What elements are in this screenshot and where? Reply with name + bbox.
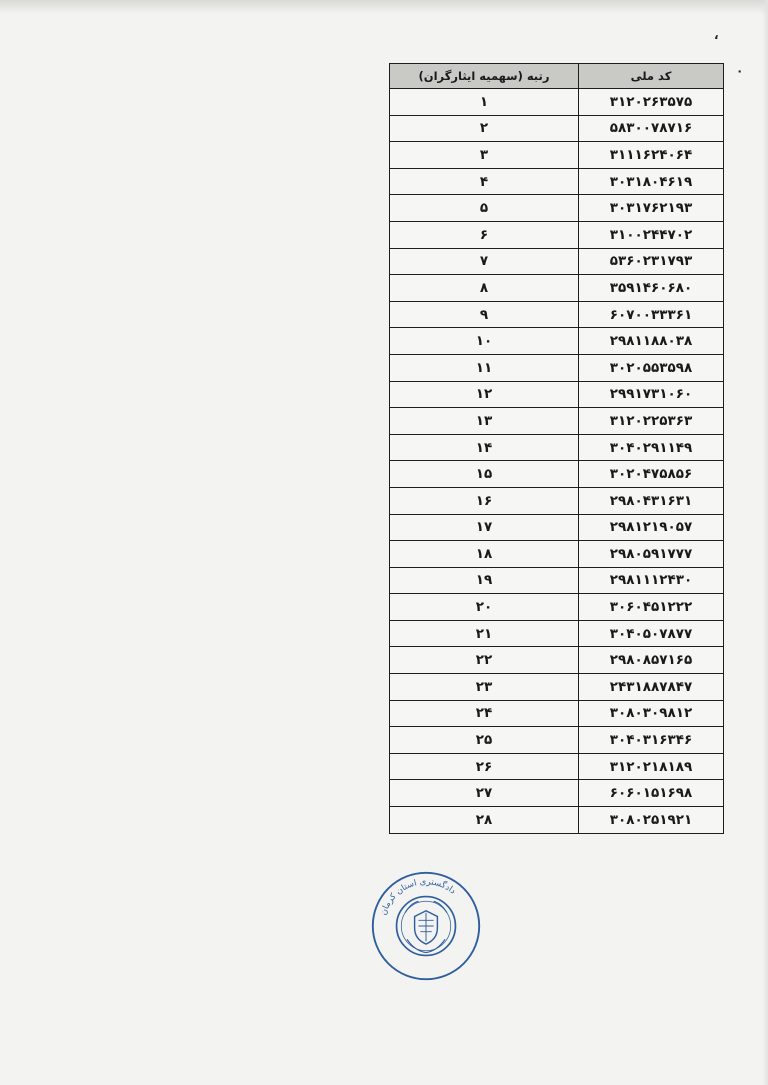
rank-table bbox=[389, 63, 724, 834]
table-row bbox=[390, 487, 724, 514]
rank-cell: ۷ bbox=[390, 248, 579, 275]
table-row bbox=[390, 780, 724, 807]
national-code-cell: ۳۰۴۰۲۹۱۱۴۹ bbox=[579, 434, 724, 461]
national-code-cell: ۳۰۸۰۲۵۱۹۲۱ bbox=[579, 807, 724, 834]
table-row bbox=[390, 727, 724, 754]
national-code-cell: ۳۰۸۰۳۰۹۸۱۲ bbox=[579, 700, 724, 727]
rank-cell: ۱۳ bbox=[390, 408, 579, 435]
national-code-cell: ۳۰۳۱۷۶۲۱۹۳ bbox=[579, 195, 724, 222]
seal-text: دادگستری استان کرمان bbox=[378, 877, 458, 917]
scan-mark: ٠ bbox=[736, 64, 744, 78]
national-code-cell: ۲۹۸۰۴۳۱۶۳۱ bbox=[579, 487, 724, 514]
rank-cell: ۵ bbox=[390, 195, 579, 222]
national-code-cell: ۳۵۹۱۴۶۰۶۸۰ bbox=[579, 275, 724, 302]
table-row bbox=[390, 408, 724, 435]
table-row bbox=[390, 567, 724, 594]
national-code-cell: ۲۹۹۱۷۳۱۰۶۰ bbox=[579, 381, 724, 408]
rank-cell: ۲ bbox=[390, 115, 579, 142]
table-row bbox=[390, 248, 724, 275]
rank-cell: ۱۸ bbox=[390, 541, 579, 568]
table-row bbox=[390, 115, 724, 142]
national-code-cell: ۲۴۳۱۸۸۷۸۴۷ bbox=[579, 674, 724, 701]
table-row bbox=[390, 142, 724, 169]
rank-cell: ۲۸ bbox=[390, 807, 579, 834]
national-code-cell: ۲۹۸۱۲۱۹۰۵۷ bbox=[579, 514, 724, 541]
rank-cell: ۱۶ bbox=[390, 487, 579, 514]
national-code-cell: ۵۳۶۰۲۳۱۷۹۳ bbox=[579, 248, 724, 275]
rank-cell: ۲۰ bbox=[390, 594, 579, 621]
scan-right-edge bbox=[762, 0, 768, 1085]
table-row bbox=[390, 753, 724, 780]
rank-cell: ۹ bbox=[390, 301, 579, 328]
national-code-cell: ۳۰۴۰۳۱۶۳۴۶ bbox=[579, 727, 724, 754]
rank-cell: ۱۹ bbox=[390, 567, 579, 594]
rank-cell: ۲۴ bbox=[390, 700, 579, 727]
national-code-cell: ۲۹۸۰۵۹۱۷۷۷ bbox=[579, 541, 724, 568]
table-row bbox=[390, 807, 724, 834]
national-code-cell: ۳۰۶۰۴۵۱۲۲۲ bbox=[579, 594, 724, 621]
table-row bbox=[390, 700, 724, 727]
table-row bbox=[390, 195, 724, 222]
national-code-cell: ۶۰۶۰۱۵۱۶۹۸ bbox=[579, 780, 724, 807]
rank-cell: ۲۵ bbox=[390, 727, 579, 754]
table-row bbox=[390, 301, 724, 328]
scan-top-shadow bbox=[0, 0, 768, 14]
rank-header: رتبه (سهمیه ایثارگران) bbox=[390, 64, 579, 89]
rank-cell: ۸ bbox=[390, 275, 579, 302]
table-row bbox=[390, 381, 724, 408]
table-row bbox=[390, 221, 724, 248]
rank-cell: ۱۴ bbox=[390, 434, 579, 461]
table-header-row bbox=[390, 64, 724, 89]
rank-cell: ۲۱ bbox=[390, 620, 579, 647]
table-row bbox=[390, 328, 724, 355]
table-row bbox=[390, 647, 724, 674]
rank-cell: ۱۰ bbox=[390, 328, 579, 355]
national-code-cell: ۳۱۲۰۲۶۳۵۷۵ bbox=[579, 89, 724, 116]
rank-cell: ۱۱ bbox=[390, 354, 579, 381]
national-code-cell: ۲۹۸۱۱۸۸۰۳۸ bbox=[579, 328, 724, 355]
rank-cell: ۱۲ bbox=[390, 381, 579, 408]
rank-cell: ۲۷ bbox=[390, 780, 579, 807]
rank-cell: ۱ bbox=[390, 89, 579, 116]
national-code-cell: ۳۱۰۰۲۴۴۷۰۲ bbox=[579, 221, 724, 248]
rank-cell: ۲۶ bbox=[390, 753, 579, 780]
table-row bbox=[390, 674, 724, 701]
rank-cell: ۳ bbox=[390, 142, 579, 169]
national-code-header: کد ملی bbox=[579, 64, 724, 89]
national-code-cell: ۳۱۲۰۲۲۵۳۶۳ bbox=[579, 408, 724, 435]
national-code-cell: ۳۰۲۰۴۷۵۸۵۶ bbox=[579, 461, 724, 488]
table-row bbox=[390, 594, 724, 621]
table-row bbox=[390, 168, 724, 195]
rank-cell: ۲۲ bbox=[390, 647, 579, 674]
national-code-cell: ۳۰۴۰۵۰۷۸۷۷ bbox=[579, 620, 724, 647]
national-code-cell: ۲۹۸۰۸۵۷۱۶۵ bbox=[579, 647, 724, 674]
table-body bbox=[390, 89, 724, 834]
court-seal-stamp bbox=[369, 869, 483, 983]
table-row bbox=[390, 275, 724, 302]
national-code-cell: ۳۱۱۱۶۲۴۰۶۴ bbox=[579, 142, 724, 169]
rank-cell: ۲۳ bbox=[390, 674, 579, 701]
national-code-cell: ۵۸۳۰۰۷۸۷۱۶ bbox=[579, 115, 724, 142]
national-code-cell: ۶۰۷۰۰۳۳۳۶۱ bbox=[579, 301, 724, 328]
table-row bbox=[390, 514, 724, 541]
table-row bbox=[390, 354, 724, 381]
national-code-cell: ۳۱۲۰۲۱۸۱۸۹ bbox=[579, 753, 724, 780]
national-code-cell: ۲۹۸۱۱۱۲۴۳۰ bbox=[579, 567, 724, 594]
scan-mark: ، bbox=[714, 28, 719, 42]
table-row bbox=[390, 434, 724, 461]
table-row bbox=[390, 89, 724, 116]
table-row bbox=[390, 620, 724, 647]
national-code-cell: ۳۰۳۱۸۰۴۶۱۹ bbox=[579, 168, 724, 195]
rank-cell: ۱۵ bbox=[390, 461, 579, 488]
rank-cell: ۴ bbox=[390, 168, 579, 195]
table-row bbox=[390, 461, 724, 488]
rank-cell: ۱۷ bbox=[390, 514, 579, 541]
rank-cell: ۶ bbox=[390, 221, 579, 248]
national-code-cell: ۳۰۲۰۵۵۳۵۹۸ bbox=[579, 354, 724, 381]
table-row bbox=[390, 541, 724, 568]
